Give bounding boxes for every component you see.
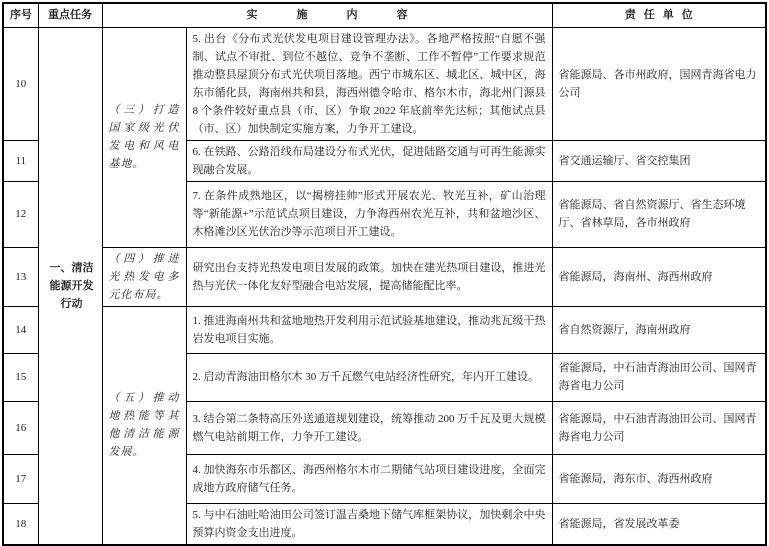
row-14-unit: 省自然资源厅，海南州政府 — [552, 306, 766, 353]
subtask-3-cell: （三）打造国家级光伏发电和风电基地。 — [102, 27, 186, 247]
task-group-cell — [38, 27, 102, 545]
row-15-unit: 省能源局，中石油青海油田公司、国网青海省电力公司 — [552, 353, 766, 401]
task-group-label: 一、清洁能源开发行动 — [49, 261, 94, 310]
row-16-number: 16 — [3, 401, 38, 454]
table-row — [3, 306, 766, 353]
header-responsible-unit: 责任单位 — [552, 3, 766, 27]
row-10-content: 5. 出台《分布式光伏发电项目建设管理办法》。各地严格按照“自愿不强制、试点不审批、到位不越位、竞争不垄断、工作不暂停”工作要求规范推动整县屋顶分布式光伏项目落地。西宁市城东区、城北区、城中区，海东市循化县，海南州共和县，海西州德令哈市、格尔木市，海北州门源县 8 个条件较好重点县（市、区）争取 2022 年底前率先达标；其他试点县（市、区）加快制定实施方案，力争开工建设。 — [186, 27, 552, 140]
row-13-unit: 省能源局，海南州、海西州政府 — [552, 247, 766, 306]
row-14-content: 1. 推进海南州共和盆地地热开发利用示范试验基地建设，推动兆瓦级干热岩发电项目实施。 — [186, 306, 552, 353]
row-11-content: 6. 在铁路、公路沿线布局建设分布式光伏，促进陆路交通与可再生能源实现融合发展。 — [186, 140, 552, 181]
subtask-4-cell: （四）推进光热发电多元化布局。 — [102, 247, 186, 306]
row-10-number: 10 — [3, 27, 38, 140]
header-implementation-content: 实施内容 — [102, 3, 552, 27]
implementation-table — [2, 2, 767, 546]
header-serial-number: 序号 — [3, 3, 38, 27]
row-17-content: 4. 加快海东市乐都区、海西州格尔木市二期储气站项目建设进度，全面完成地方政府储气任务。 — [186, 454, 552, 503]
row-13-content: 研究出台支持光热发电项目发展的政策。加快在建光热项目建设，推进光热与光伏一体化友好型融合电站发展，提高储能配比率。 — [186, 247, 552, 306]
row-17-number: 17 — [3, 454, 38, 503]
row-13-number: 13 — [3, 247, 38, 306]
row-14-number: 14 — [3, 306, 38, 353]
row-11-number: 11 — [3, 140, 38, 181]
row-17-unit: 省能源局，海东市、海西州政府 — [552, 454, 766, 503]
row-18-number: 18 — [3, 503, 38, 545]
row-15-number: 15 — [3, 353, 38, 401]
row-12-content: 7. 在条件成熟地区，以“揭榜挂帅”形式开展农光、牧光互补，矿山治理等“新能源+”示范试点项目建设，力争海西州农光互补，共和盆地沙区、木格滩沙区光伏治沙等示范项目开工建设。 — [186, 181, 552, 247]
row-15-content: 2. 启动青海油田格尔木 30 万千瓦燃气电站经济性研究，年内开工建设。 — [186, 353, 552, 401]
row-11-unit: 省交通运输厅、省交控集团 — [552, 140, 766, 181]
row-16-unit: 省能源局，中石油青海油田公司、国网青海省电力公司 — [552, 401, 766, 454]
row-18-content: 5. 与中石油吐哈油田公司签订温吉桑地下储气库框架协议，加快剩余中央预算内资金支出进度。 — [186, 503, 552, 545]
row-12-number: 12 — [3, 181, 38, 247]
row-10-unit: 省能源局、各市州政府，国网青海省电力公司 — [552, 27, 766, 140]
table-row — [3, 27, 766, 140]
header-key-task: 重点任务 — [38, 3, 102, 27]
row-12-unit: 省能源局、省自然资源厅、省生态环境厅、省林草局，各市州政府 — [552, 181, 766, 247]
header-row — [3, 3, 766, 27]
subtask-5-cell: （五）推动地热能等其他清洁能源发展。 — [102, 306, 186, 545]
row-16-content: 3. 结合第二条特高压外送通道规划建设，统筹推动 200 万千瓦及更大规模燃气电站前期工作，力争开工建设。 — [186, 401, 552, 454]
table-row — [3, 247, 766, 306]
row-18-unit: 省能源局，省发展改革委 — [552, 503, 766, 545]
